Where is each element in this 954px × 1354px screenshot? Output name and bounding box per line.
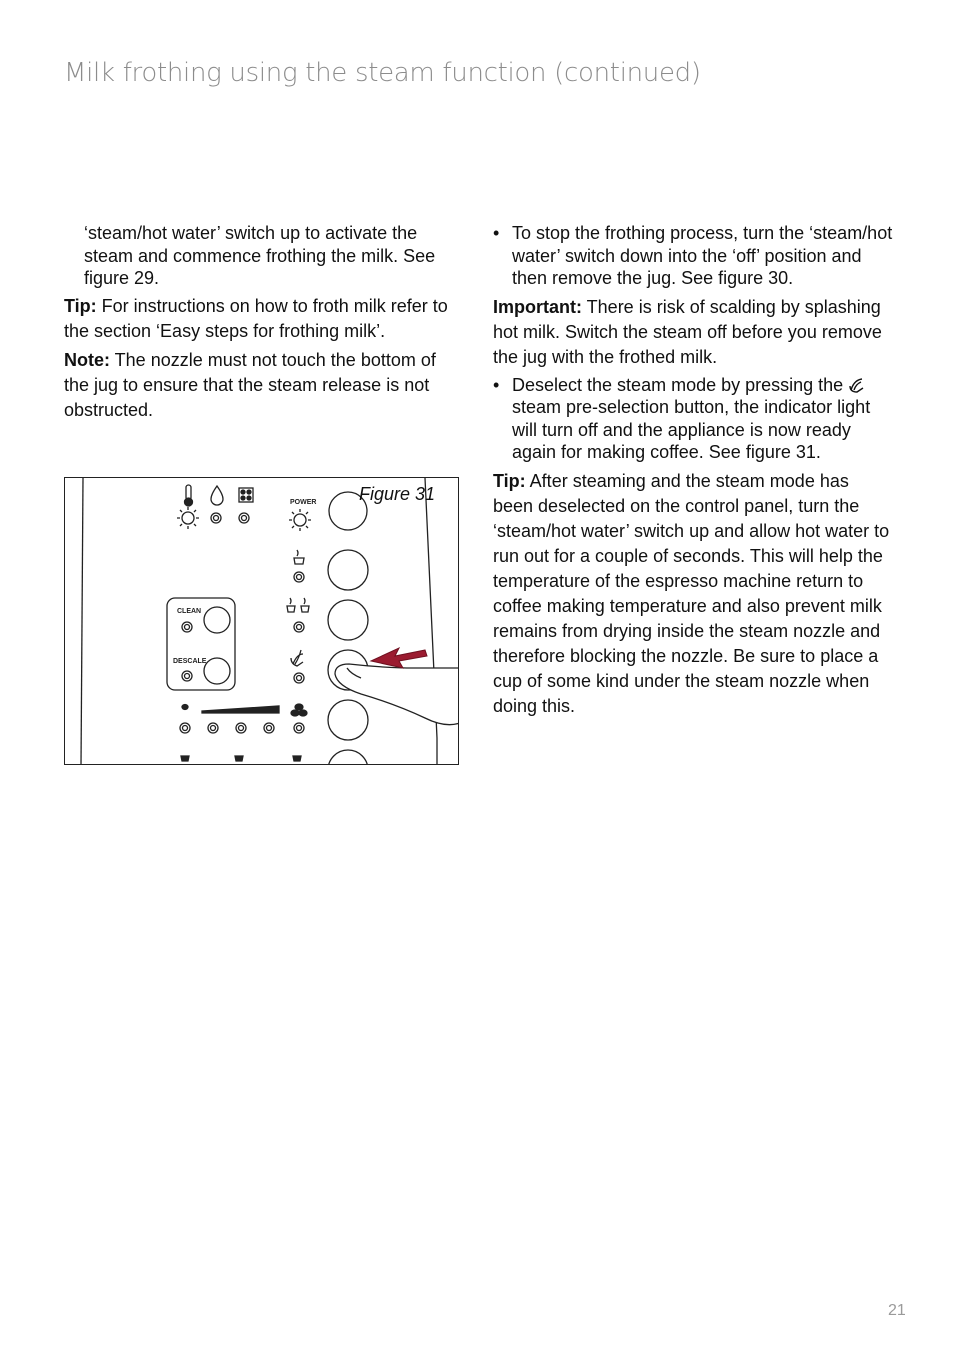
bullet-text: To stop the frothing process, turn the ‘steam/hot water’ switch down into the ‘off’ position and then remove the jug. See figure 30. [512,223,893,288]
note-label: Note: [64,349,110,370]
sun-light-power [289,509,311,531]
tip-label: Tip: [64,295,97,316]
tip-paragraph-right [493,469,893,719]
finger [335,664,459,725]
bullet-stop-frothing [493,222,893,290]
bullet-dot: • [493,374,500,395]
tip-label: Tip: [493,470,526,491]
double-cup-icon [287,598,309,612]
bullet-text-before: Deselect the steam mode by pressing the [512,374,844,395]
thermometer-icon [185,485,193,506]
steam-icon [291,650,303,666]
control-panel-illustration [65,478,459,765]
coffee-beans-icon [291,704,307,716]
descale-label: DESCALE [173,658,207,665]
tip-paragraph [64,294,460,344]
note-paragraph [64,348,460,423]
important-text: There is risk of scalding by splashing hot milk. Switch the steam off before you remove the jug with the frothed milk. [493,296,882,367]
important-paragraph [493,295,893,370]
bullet-text-after: steam pre-selection button, the indicator light will turn off and the appliance is now ready again for making coffee. See figure 31. [512,397,871,462]
figure-31 [64,477,459,765]
tip-text: After steaming and the steam mode has been deselected on the control panel, turn the ‘steam/hot water’ switch up and allow hot water to run out for a couple of seconds. This will help the temperature of the espresso machine return to coffee making temperature and also prevent milk remains from drying inside the steam nozzle and therefore blocking the nozzle. Be sure to place a cup of some kind under the steam nozzle when doing this. [493,470,890,716]
sun-light-1 [177,507,199,529]
cup-icon [181,756,301,761]
steam-icon [848,376,866,394]
bullet-deselect-steam [493,374,893,464]
continued-instruction: ‘steam/hot water’ switch up to activate the steam and commence frothing the milk. See figure 29. [84,223,436,288]
press-arrow [371,648,427,668]
page-number: 21 [888,1302,906,1319]
bullet-dot: • [493,223,500,243]
single-cup-icon [294,550,304,564]
important-label: Important: [493,296,582,317]
note-text: The nozzle must not touch the bottom of the jug to ensure that the steam release is not obstructed. [64,349,436,420]
right-column [493,222,893,723]
left-column [64,222,460,427]
water-drop-icon [211,486,223,505]
tip-text: For instructions on how to froth milk refer to the section ‘Easy steps for frothing milk’. [64,295,448,341]
power-label: POWER [290,499,317,506]
figure-caption: Figure 31 [359,484,436,504]
beans-icon [239,488,253,502]
clean-label: CLEAN [177,608,202,615]
page-title: Milk frothing using the steam function (continued) [64,58,701,88]
